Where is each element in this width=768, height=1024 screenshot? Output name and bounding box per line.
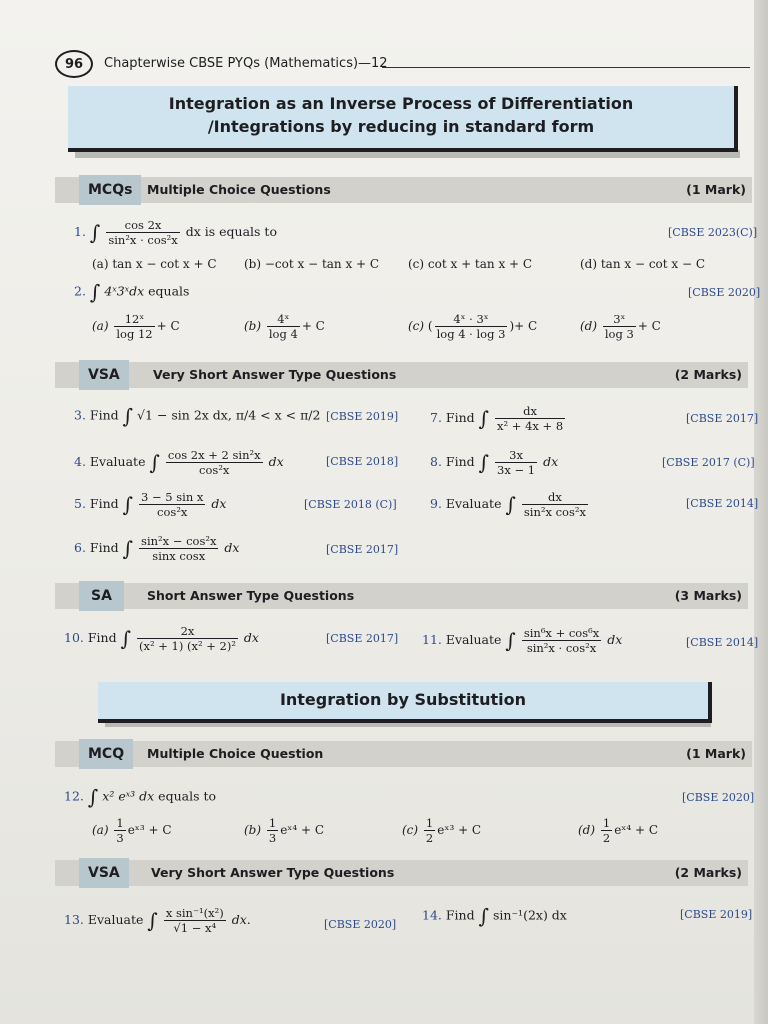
question-label: Find [445,410,475,425]
question-9-source: [CBSE 2014] [686,497,759,510]
denominator: log 4 [268,327,298,341]
numerator: 1 [116,816,124,830]
question-number: 5. [74,496,86,511]
numerator: 4ˣ · 3ˣ [435,312,508,327]
q1-option-d: (d) tan x − cot x − C [580,257,706,271]
question-number: 10. [64,630,84,645]
question-6 [74,534,239,563]
option-expression: eˣ⁴ + C [280,823,325,837]
question-5-source: [CBSE 2018 (C)] [304,498,397,511]
option-letter: (d) [578,823,596,837]
integral-sign: ∫ [122,536,134,561]
denominator: (x² + 1) (x² + 2)² [139,639,236,653]
question-6-source: [CBSE 2017] [326,543,399,556]
question-12-source: [CBSE 2020] [682,791,755,804]
numerator: 1 [268,816,277,830]
question-label: Evaluate [445,496,502,511]
topic-title-line1: Integration as an Inverse Process of Differentiation [168,94,634,113]
question-10 [64,624,259,653]
numerator: 3ˣ [603,312,636,327]
denominator: 3 [116,831,124,845]
question-13 [64,906,251,935]
expression: 4ˣ3ˣdx [104,283,145,299]
numerator: 4ˣ [267,312,300,327]
numerator: dx [522,490,588,505]
topic-banner-1 [68,86,738,152]
option-letter: (a) [92,823,109,837]
numerator: 3x [495,448,537,463]
question-8-source: [CBSE 2017 (C)] [662,456,755,469]
question-14-source: [CBSE 2019] [680,908,753,921]
option-letter: (b) [244,823,262,837]
numerator: 3 − 5 sin x [141,490,204,504]
integral-sign: ∫ [120,626,132,651]
q12-option-d [578,816,658,845]
question-11-source: [CBSE 2014] [686,636,759,649]
option-letter: (c) [402,823,419,837]
integral-sign: ∫ [122,492,134,517]
question-14 [422,904,567,928]
fraction [106,218,179,247]
question-4 [74,448,284,477]
denominator: 2 [425,831,434,845]
section-tag: MCQs [79,175,141,205]
question-label: Find [89,540,119,555]
plus-c: + C [637,319,661,333]
plus-c: + C [156,319,180,333]
expression: x² eˣ³ dx [102,788,155,804]
question-number: 6. [74,540,86,555]
question-13-source: [CBSE 2020] [324,918,397,931]
question-4-source: [CBSE 2018] [326,455,399,468]
question-number: 7. [430,410,442,425]
option-expression: eˣ³ + C [437,823,482,837]
question-2 [74,280,189,304]
section-title: Multiple Choice Question [147,746,324,761]
integral-sign: ∫ [147,908,158,933]
plus-c: + C [514,319,538,333]
numerator: 12ˣ [114,312,154,327]
denominator: log 12 [116,327,153,341]
topic-title-line2: /Integrations by reducing in standard form [207,117,595,136]
denominator: 3 [268,831,277,845]
denominator: cos²x [157,505,188,519]
question-text: equals [148,283,190,299]
expression: √1 − sin 2x dx, [137,407,232,423]
question-label: Find [87,630,117,645]
section-vsa-2 [55,860,748,886]
numerator: cos 2x + 2 sin²x [167,448,261,462]
question-3-source: [CBSE 2019] [326,410,399,423]
section-sa [55,583,748,609]
q1-option-c: (c) cot x + tan x + C [408,257,533,271]
dx: dx. [231,912,251,927]
header-rule [382,67,750,68]
option-expression: eˣ³ + C [127,823,172,837]
question-number: 1. [74,224,86,239]
question-number: 9. [430,496,442,511]
section-title: Very Short Answer Type Questions [151,865,395,880]
question-label: Evaluate [89,454,146,469]
section-tag: VSA [79,360,129,390]
dx: dx [224,540,240,555]
numerator: 1 [425,816,434,830]
denominator: 3x − 1 [497,463,536,477]
expression: sin⁻¹(2x) dx [493,907,567,923]
question-11 [422,626,622,655]
numerator: x sin⁻¹(x²) [165,906,224,920]
q12-option-b [244,816,324,845]
dx: dx [268,454,284,469]
question-text: equals to [158,788,217,804]
dx: dx [607,632,623,647]
question-8 [430,448,558,477]
page-spine-shadow [754,0,768,1024]
integral-sign: ∫ [478,904,490,928]
option-expression: eˣ⁴ + C [614,823,659,837]
section-title: Short Answer Type Questions [147,588,355,603]
integral-sign: ∫ [122,404,134,428]
denominator: log 3 [604,327,634,341]
question-label: Find [89,407,119,423]
question-7 [430,404,567,433]
question-label: Evaluate [445,632,502,647]
question-1-source: [CBSE 2023(C)] [668,226,758,239]
question-number: 13. [64,912,84,927]
question-1 [74,218,277,247]
question-number: 3. [74,407,86,423]
topic-banner-2: Integration by Substitution [98,682,712,723]
integral-sign: ∫ [149,450,160,475]
integral-sign: ∫ [505,628,516,653]
denominator: log 4 · log 3 [436,327,506,341]
question-label: Find [445,907,475,923]
integral-sign: ∫ [87,785,99,809]
section-tag: SA [79,581,124,611]
q1-option-b: (b) −cot x − tan x + C [244,257,380,271]
integral-sign: ∫ [89,220,101,245]
denominator: sinx cosx [152,549,206,563]
question-number: 11. [422,632,442,647]
section-title: Very Short Answer Type Questions [153,367,397,382]
section-marks: (1 Mark) [686,746,746,761]
dx: dx [211,496,227,511]
question-5 [74,490,226,519]
q2-option-b: (b) $\frac{\text{4ˣ}}{\log 4}$ + C [244,312,325,341]
question-label: Find [89,496,119,511]
denominator: sin²x cos²x [523,505,586,519]
q2-option-a: (a) $\frac{\text{12ˣ}}{\log 12}$ + C [92,312,180,341]
denominator: sin²x · cos²x [108,233,178,247]
numerator: sin⁶x + cos⁶x [523,626,600,640]
integral-sign: ∫ [478,406,490,431]
question-text: dx is equals to [185,224,277,239]
section-marks: (2 Marks) [674,367,742,382]
section-vsa-1 [55,362,748,388]
section-tag: VSA [79,858,129,888]
question-number: 2. [74,283,86,299]
numerator: 2x [137,624,238,639]
section-marks: (1 Mark) [686,182,746,197]
page-number: 96 [55,50,93,78]
numerator: 1 [602,816,611,830]
denominator: x² + 4x + 8 [497,419,564,433]
question-2-source: [CBSE 2020] [688,286,761,299]
q2-option-c: (c) ( $\frac{\text{4ˣ · 3ˣ}}{\log 4 \cdot \log 3}$ )+ C [408,312,538,341]
q2-option-d: (d) $\frac{\text{3ˣ}}{\log 3}$ + C [580,312,661,341]
section-title: Multiple Choice Questions [147,182,331,197]
question-number: 14. [422,907,442,923]
running-head: Chapterwise CBSE PYQs (Mathematics)—12 [104,56,388,71]
numerator: sin²x − cos²x [141,534,217,548]
question-label: Evaluate [87,912,144,927]
question-number: 8. [430,454,442,469]
q12-option-c [402,816,481,845]
dx: dx [543,454,559,469]
section-marks: (2 Marks) [674,865,742,880]
q1-option-a: (a) tan x − cot x + C [92,257,217,271]
section-marks: (3 Marks) [674,588,742,603]
denominator: cos²x [199,463,230,477]
question-number: 4. [74,454,86,469]
question-9 [430,490,590,519]
section-tag: MCQ [79,739,133,769]
question-label: Find [445,454,475,469]
dx: dx [243,630,259,645]
integral-sign: ∫ [89,280,101,304]
integral-sign: ∫ [505,492,516,517]
denominator: 2 [602,831,611,845]
section-mcq [55,741,752,767]
section-mcqs [55,177,752,203]
range: π/4 < x < π/2 [235,407,321,423]
q12-option-a [92,816,172,845]
denominator: √1 − x⁴ [173,921,217,935]
numerator: dx [495,404,565,419]
question-3 [74,404,320,428]
plus-c: + C [301,319,325,333]
question-12 [64,785,216,809]
question-number: 12. [64,788,84,804]
denominator: sin²x · cos²x [526,641,597,655]
question-7-source: [CBSE 2017] [686,412,759,425]
question-10-source: [CBSE 2017] [326,632,399,645]
numerator: cos 2x [106,218,179,233]
integral-sign: ∫ [478,450,490,475]
